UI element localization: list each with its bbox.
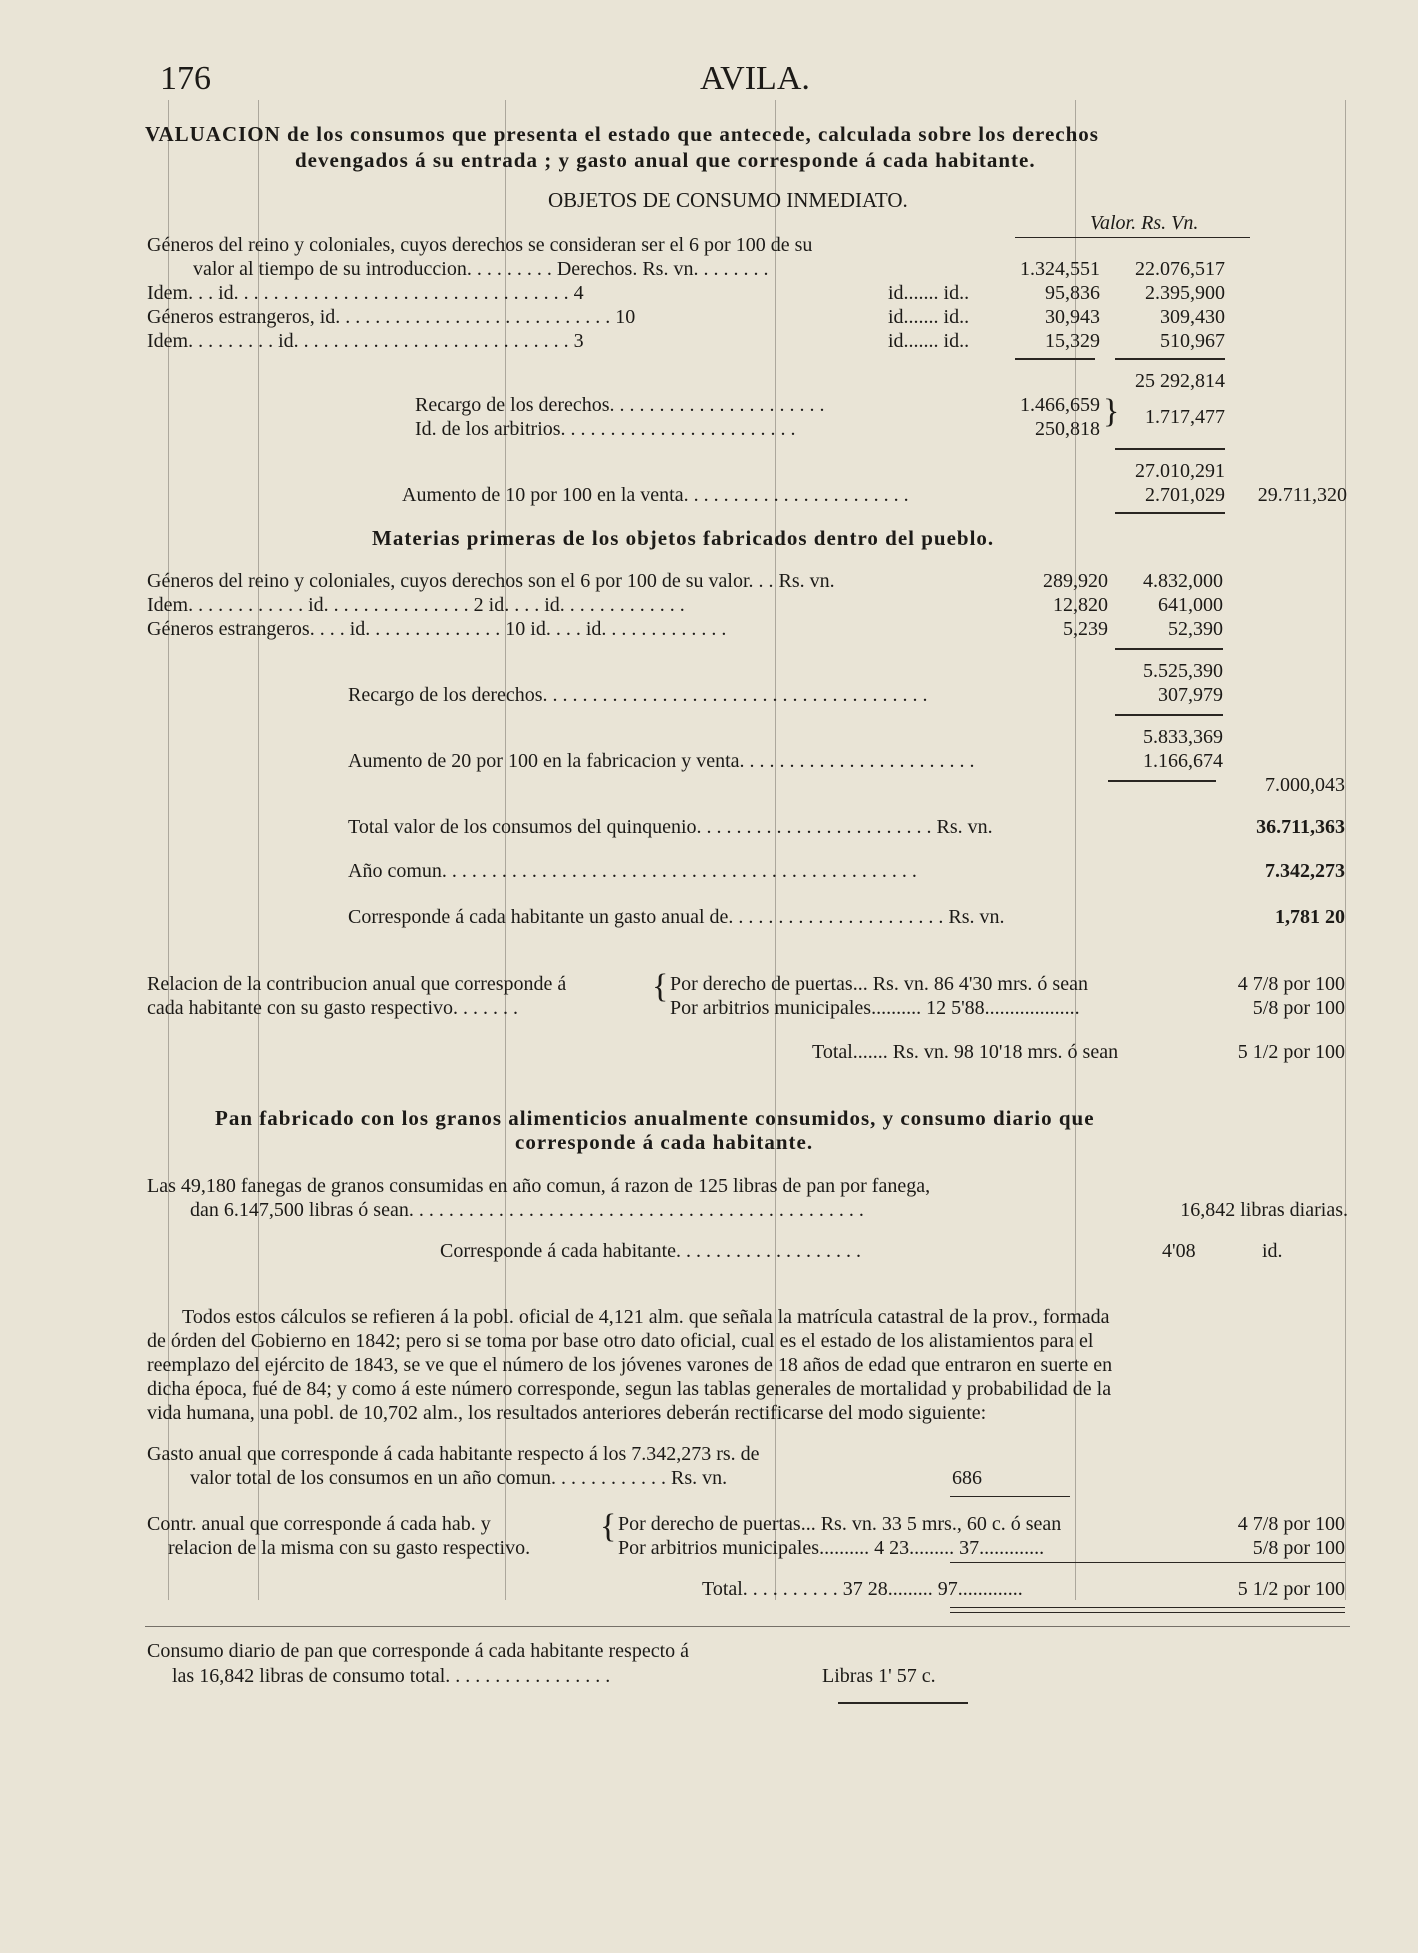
rect-text: relacion de la misma con su gasto respectivo. (168, 1537, 531, 1559)
row-text: id....... id.. (888, 306, 970, 328)
valuacion-title-1: VALUACION de los consumos que presenta el estado que antecede, calculada sobre los derechos (145, 122, 1099, 146)
row-text: Recargo de los derechos. . . . . . . . . . . . . . . . . . . . . . (415, 394, 825, 416)
rule (1115, 358, 1225, 360)
row-text: Idem. . . . . . . . . id. . . . . . . . . . . . . . . . . . . . . . . . . . . . 3 (147, 330, 584, 352)
rect-text: Gasto anual que corresponde á cada habitante respecto á los 7.342,273 rs. de (147, 1443, 760, 1465)
derechos-value: 289,920 (1043, 570, 1108, 592)
rule (950, 1562, 1345, 1563)
row-text: Géneros estrangeros. . . . id. . . . . . . . . . . . . . 10 id. . . . id. . . . . . . . . . . . . (147, 618, 727, 640)
derechos-value: 1.324,551 (1020, 258, 1100, 280)
valor-value: 309,430 (1160, 306, 1225, 328)
note-line: reemplazo del ejército de 1843, se ve que el número de los jóvenes varones de 18 años de edad que entraron en suerte en (147, 1354, 1113, 1376)
derechos-value: 95,836 (1045, 282, 1100, 304)
row-text: Idem. . . . . . . . . . . . id. . . . . . . . . . . . . . . 2 id. . . . id. . . . . . . . . . . . . (147, 594, 685, 616)
total-value: 7.342,273 (1265, 860, 1345, 882)
relacion-percent: 5/8 por 100 (1252, 997, 1345, 1019)
valuacion-title-2: devengados á su entrada ; y gasto anual que corresponde á cada habitante. (295, 148, 1036, 172)
subtotal: 25 292,814 (1135, 370, 1225, 392)
pan-value: 4'08 (1162, 1240, 1196, 1262)
rule (1015, 358, 1095, 360)
rect-percent: 4 7/8 por 100 (1237, 1513, 1345, 1535)
valor-value: 2.395,900 (1145, 282, 1225, 304)
consumo-text: las 16,842 libras de consumo total. . . . . . . . . . . . . . . . . (172, 1665, 611, 1687)
rule (1115, 714, 1223, 716)
valor-value: 1.166,674 (1143, 750, 1223, 772)
row-text: Géneros estrangeros, id. . . . . . . . . . . . . . . . . . . . . . . . . . . . 10 (147, 306, 636, 328)
rule (838, 1702, 968, 1704)
rect-total: Total. . . . . . . . . . 37 28......... 97............. (702, 1578, 1023, 1600)
valor-value: 4.832,000 (1143, 570, 1223, 592)
pan-title-1: Pan fabricado con los granos alimenticios anualmente consumidos, y consumo diario que (215, 1106, 1095, 1130)
relacion-percent: 4 7/8 por 100 (1237, 973, 1345, 995)
brace-icon: { (652, 968, 669, 1005)
pan-title-2: corresponde á cada habitante. (515, 1130, 814, 1154)
rule (1115, 448, 1225, 450)
pan-text: dan 6.147,500 libras ó sean. . . . . . . . . . . . . . . . . . . . . . . . . . . . . . . . . . . . . . . . . . . . . . (190, 1199, 864, 1221)
note-line: dicha época, fué de 84; y como á este número corresponde, segun las tablas generales de mortalidad y probabilidad de la (147, 1378, 1112, 1400)
row-text: Recargo de los derechos. . . . . . . . . . . . . . . . . . . . . . . . . . . . . . . . . . . . . . . (348, 684, 928, 706)
relacion-text: cada habitante con su gasto respectivo. . . . . . . (147, 997, 518, 1019)
row-text: Géneros del reino y coloniales, cuyos derechos se consideran ser el 6 por 100 de su (147, 234, 813, 256)
valor-header: Valor. Rs. Vn. (1090, 212, 1199, 234)
derechos-value: 5,239 (1063, 618, 1108, 640)
rule (1015, 237, 1250, 238)
subtotal: 5.833,369 (1143, 726, 1223, 748)
rule (1115, 648, 1223, 650)
rule (1115, 512, 1225, 514)
total-value: 7.000,043 (1265, 774, 1345, 796)
relacion-text: Por derecho de puertas... Rs. vn. 86 4'30 mrs. ó sean (670, 973, 1088, 995)
note-line: vida humana, una pobl. de 10,702 alm., los resultados anteriores deberán rectificarse del modo siguiente: (147, 1402, 987, 1424)
brace-icon: } (1103, 393, 1120, 430)
row-text: id....... id.. (888, 282, 970, 304)
row-text: Id. de los arbitrios. . . . . . . . . . . . . . . . . . . . . . . . (415, 418, 796, 440)
section-title: OBJETOS DE CONSUMO INMEDIATO. (548, 188, 908, 212)
consumo-value: Libras 1' 57 c. (822, 1665, 936, 1687)
row-text: Aumento de 10 por 100 en la venta. . . . . . . . . . . . . . . . . . . . . . . (402, 484, 909, 506)
note-line: Todos estos cálculos se refieren á la pobl. oficial de 4,121 alm. que señala la matrícula catastral de la prov., formada (182, 1306, 1110, 1328)
derechos-value: 250,818 (1035, 418, 1100, 440)
total-value: 36.711,363 (1256, 816, 1345, 838)
valor-value: 307,979 (1158, 684, 1223, 706)
row-text: id....... id.. (888, 330, 970, 352)
rule (950, 1496, 1070, 1497)
derechos-value: 12,820 (1053, 594, 1108, 616)
pan-unit: id. (1262, 1240, 1283, 1262)
pan-value: 16,842 libras diarias. (1180, 1199, 1348, 1221)
valor-value: 22.076,517 (1135, 258, 1225, 280)
row-text: Géneros del reino y coloniales, cuyos derechos son el 6 por 100 de su valor. . . Rs. vn. (147, 570, 835, 592)
rect-text: Por derecho de puertas... Rs. vn. 33 5 mrs., 60 c. ó sean (618, 1513, 1062, 1535)
rule (1108, 780, 1216, 782)
pan-text: Corresponde á cada habitante. . . . . . . . . . . . . . . . . . . (440, 1240, 862, 1262)
total-value: 29.711,320 (1257, 484, 1347, 506)
subtotal: 27.010,291 (1135, 460, 1225, 482)
rect-percent: 5 1/2 por 100 (1237, 1578, 1345, 1600)
valor-value: 510,967 (1160, 330, 1225, 352)
relacion-text: Por arbitrios municipales.......... 12 5'88................... (670, 997, 1080, 1019)
total-value: 1,781 20 (1275, 906, 1345, 928)
materias-title: Materias primeras de los objetos fabricados dentro del pueblo. (372, 526, 995, 550)
relacion-text: Relacion de la contribucion anual que corresponde á (147, 973, 567, 995)
rect-percent: 5/8 por 100 (1252, 1537, 1345, 1559)
brace-icon: { (600, 1508, 617, 1545)
derechos-value: 1.466,659 (1020, 394, 1100, 416)
pan-text: Las 49,180 fanegas de granos consumidas en año comun, á razon de 125 libras de pan por fanega, (147, 1175, 931, 1197)
recargo-sum: 1.717,477 (1145, 406, 1225, 428)
derechos-value: 30,943 (1045, 306, 1100, 328)
relacion-total: Total....... Rs. vn. 98 10'18 mrs. ó sean (812, 1041, 1119, 1063)
rule (950, 1607, 1345, 1608)
row-text: Año comun. . . . . . . . . . . . . . . . . . . . . . . . . . . . . . . . . . . . . . . . . . . . . . . . (348, 860, 917, 882)
rule (950, 1612, 1345, 1613)
page-number: 176 (160, 60, 211, 97)
row-text: valor al tiempo de su introduccion. . . . . . . . . Derechos. Rs. vn. . . . . . . . (193, 258, 769, 280)
valor-value: 641,000 (1158, 594, 1223, 616)
page-title: AVILA. (700, 60, 810, 97)
row-text: Corresponde á cada habitante un gasto anual de. . . . . . . . . . . . . . . . . . . . . . Rs. vn. (348, 906, 1005, 928)
row-text: Idem. . . id. . . . . . . . . . . . . . . . . . . . . . . . . . . . . . . . . . 4 (147, 282, 584, 304)
row-text: Aumento de 20 por 100 en la fabricacion y venta. . . . . . . . . . . . . . . . . . . . . . . . (348, 750, 975, 772)
rect-text: Por arbitrios municipales.......... 4 23......... 37............. (618, 1537, 1045, 1559)
subtotal: 5.525,390 (1143, 660, 1223, 682)
note-line: de órden del Gobierno en 1842; pero si se toma por base otro dato oficial, cual es el estado de los alistamientos para el (147, 1330, 1094, 1352)
relacion-percent: 5 1/2 por 100 (1237, 1041, 1345, 1063)
rect-text: valor total de los consumos en un año comun. . . . . . . . . . . . Rs. vn. (190, 1467, 728, 1489)
rect-value: 686 (952, 1467, 982, 1489)
valor-value: 2.701,029 (1145, 484, 1225, 506)
ghost-line (1345, 100, 1346, 1600)
frame-rule (145, 1626, 1350, 1627)
derechos-value: 15,329 (1045, 330, 1100, 352)
valor-value: 52,390 (1168, 618, 1223, 640)
rect-text: Contr. anual que corresponde á cada hab. y (147, 1513, 491, 1535)
consumo-text: Consumo diario de pan que corresponde á cada habitante respecto á (147, 1640, 690, 1662)
row-text: Total valor de los consumos del quinquenio. . . . . . . . . . . . . . . . . . . . . . . . Rs. vn. (348, 816, 993, 838)
